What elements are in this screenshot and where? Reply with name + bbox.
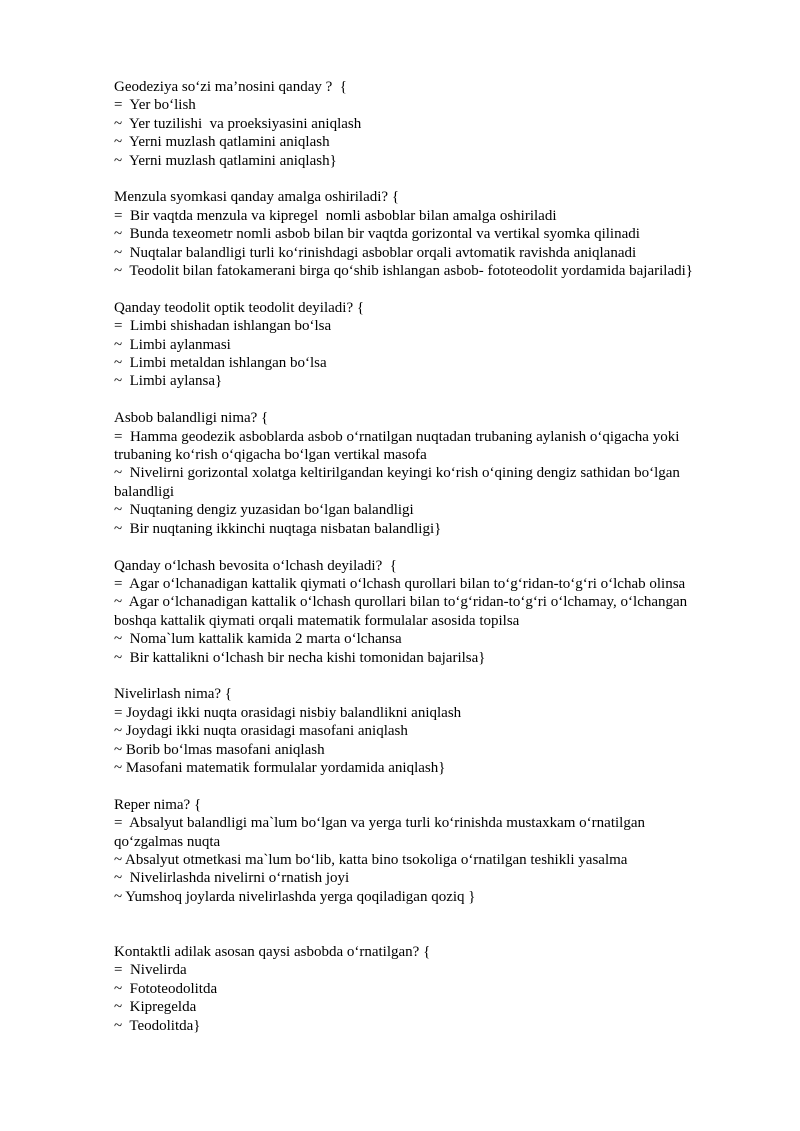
question-block-4 (114, 409, 754, 538)
wrong-answer: ~ Nuqtaning dengiz yuzasidan bo‘lgan balandligi (114, 502, 414, 519)
question-text: Qanday o‘lchash bevosita o‘lchash deyiladi? { (114, 557, 397, 574)
wrong-answer: ~ Masofani matematik formulalar yordamida aniqlash} (114, 759, 446, 776)
correct-answer: = Bir vaqtda menzula va kipregel nomli asboblar bilan amalga oshiriladi (114, 207, 557, 224)
correct-answer: = Absalyut balandligi ma`lum bo‘lgan va yerga turli ko‘rinishda mustaxkam o‘rnatilgan (114, 815, 645, 832)
wrong-answer-continued: boshqa kattalik qiymati orqali matematik formulalar asosida topilsa (114, 612, 520, 629)
wrong-answer: ~ Bir nuqtaning ikkinchi nuqtaga nisbatan balandligi} (114, 520, 442, 537)
question-block-5 (114, 557, 754, 667)
correct-answer: = Joydagi ikki nuqta orasidagi nisbiy balandlikni aniqlash (114, 704, 462, 721)
wrong-answer: ~ Yerni muzlash qatlamini aniqlash (114, 134, 330, 151)
question-text: Menzula syomkasi qanday amalga oshiriladi? { (114, 189, 400, 206)
correct-answer-continued: trubaning ko‘rish o‘qigacha bo‘lgan vertikal masofa (114, 447, 427, 464)
question-text: Asbob balandligi nima? { (114, 410, 269, 427)
wrong-answer: ~ Noma`lum kattalik kamida 2 marta o‘lchansa (114, 631, 402, 648)
wrong-answer: ~ Fototeodolitda (114, 980, 218, 997)
wrong-answer: ~ Agar o‘lchanadigan kattalik o‘lchash qurollari bilan to‘g‘ridan-to‘g‘ri o‘lchamay, o‘lchangan (114, 594, 688, 611)
wrong-answer: ~ Limbi aylansa} (114, 373, 223, 390)
wrong-answer: ~ Bunda texeometr nomli asbob bilan bir vaqtda gorizontal va vertikal syomka qilinadi (114, 226, 640, 243)
correct-answer: = Limbi shishadan ishlangan bo‘lsa (114, 318, 332, 335)
question-text: Reper nima? { (114, 796, 202, 813)
question-block-3 (114, 299, 754, 391)
wrong-answer: ~ Bir kattalikni o‘lchash bir necha kishi tomonidan bajarilsa} (114, 649, 486, 666)
wrong-answer: ~ Nivelirni gorizontal xolatga keltirilgandan keyingi ko‘rish o‘qining dengiz sathidan bo‘lgan (114, 465, 680, 482)
wrong-answer: ~ Teodolit bilan fatokamerani birga qo‘shib ishlangan asbob- fototeodolit yordamida bajariladi} (114, 263, 693, 280)
question-block-1 (114, 78, 754, 170)
wrong-answer: ~ Limbi metaldan ishlangan bo‘lsa (114, 355, 327, 372)
question-block-6 (114, 685, 754, 777)
wrong-answer: ~ Absalyut otmetkasi ma`lum bo‘lib, katta bino tsokoliga o‘rnatilgan teshikli yasalma (114, 851, 628, 868)
correct-answer: = Hamma geodezik asboblarda asbob o‘rnatilgan nuqtadan trubaning aylanish o‘qigacha yoki (114, 428, 680, 445)
question-block-7 (114, 796, 754, 906)
wrong-answer: ~ Limbi aylanmasi (114, 336, 231, 353)
correct-answer-continued: qo‘zgalmas nuqta (114, 833, 221, 850)
question-text: Nivelirlash nima? { (114, 686, 233, 703)
wrong-answer: ~ Yer tuzilishi va proeksiyasini aniqlash (114, 115, 362, 132)
wrong-answer: ~ Yumshoq joylarda nivelirlashda yerga qoqiladigan qoziq } (114, 888, 476, 905)
wrong-answer: ~ Joydagi ikki nuqta orasidagi masofani aniqlash (114, 723, 408, 740)
correct-answer: = Yer bo‘lish (114, 97, 196, 114)
wrong-answer-continued: balandligi (114, 483, 174, 500)
wrong-answer: ~ Yerni muzlash qatlamini aniqlash} (114, 152, 337, 169)
wrong-answer: ~ Kipregelda (114, 999, 197, 1016)
document-page (114, 78, 754, 1053)
question-text: Geodeziya so‘zi ma’nosini qanday ? { (114, 79, 347, 95)
question-block-2 (114, 188, 754, 280)
correct-answer: = Nivelirda (114, 962, 187, 979)
correct-answer: = Agar o‘lchanadigan kattalik qiymati o‘lchash qurollari bilan to‘g‘ridan-to‘g‘ri o‘lchab olinsa (114, 575, 686, 592)
question-block-8 (114, 943, 754, 1035)
wrong-answer: ~ Nivelirlashda nivelirni o‘rnatish joyi (114, 870, 350, 887)
wrong-answer: ~ Borib bo‘lmas masofani aniqlash (114, 741, 325, 758)
question-text: Qanday teodolit optik teodolit deyiladi? { (114, 299, 365, 316)
wrong-answer: ~ Nuqtalar balandligi turli ko‘rinishdagi asboblar orqali avtomatik ravishda aniqlanadi (114, 244, 637, 261)
question-text: Kontaktli adilak asosan qaysi asbobda o‘rnatilgan? { (114, 943, 431, 960)
wrong-answer: ~ Teodolitda} (114, 1017, 201, 1034)
